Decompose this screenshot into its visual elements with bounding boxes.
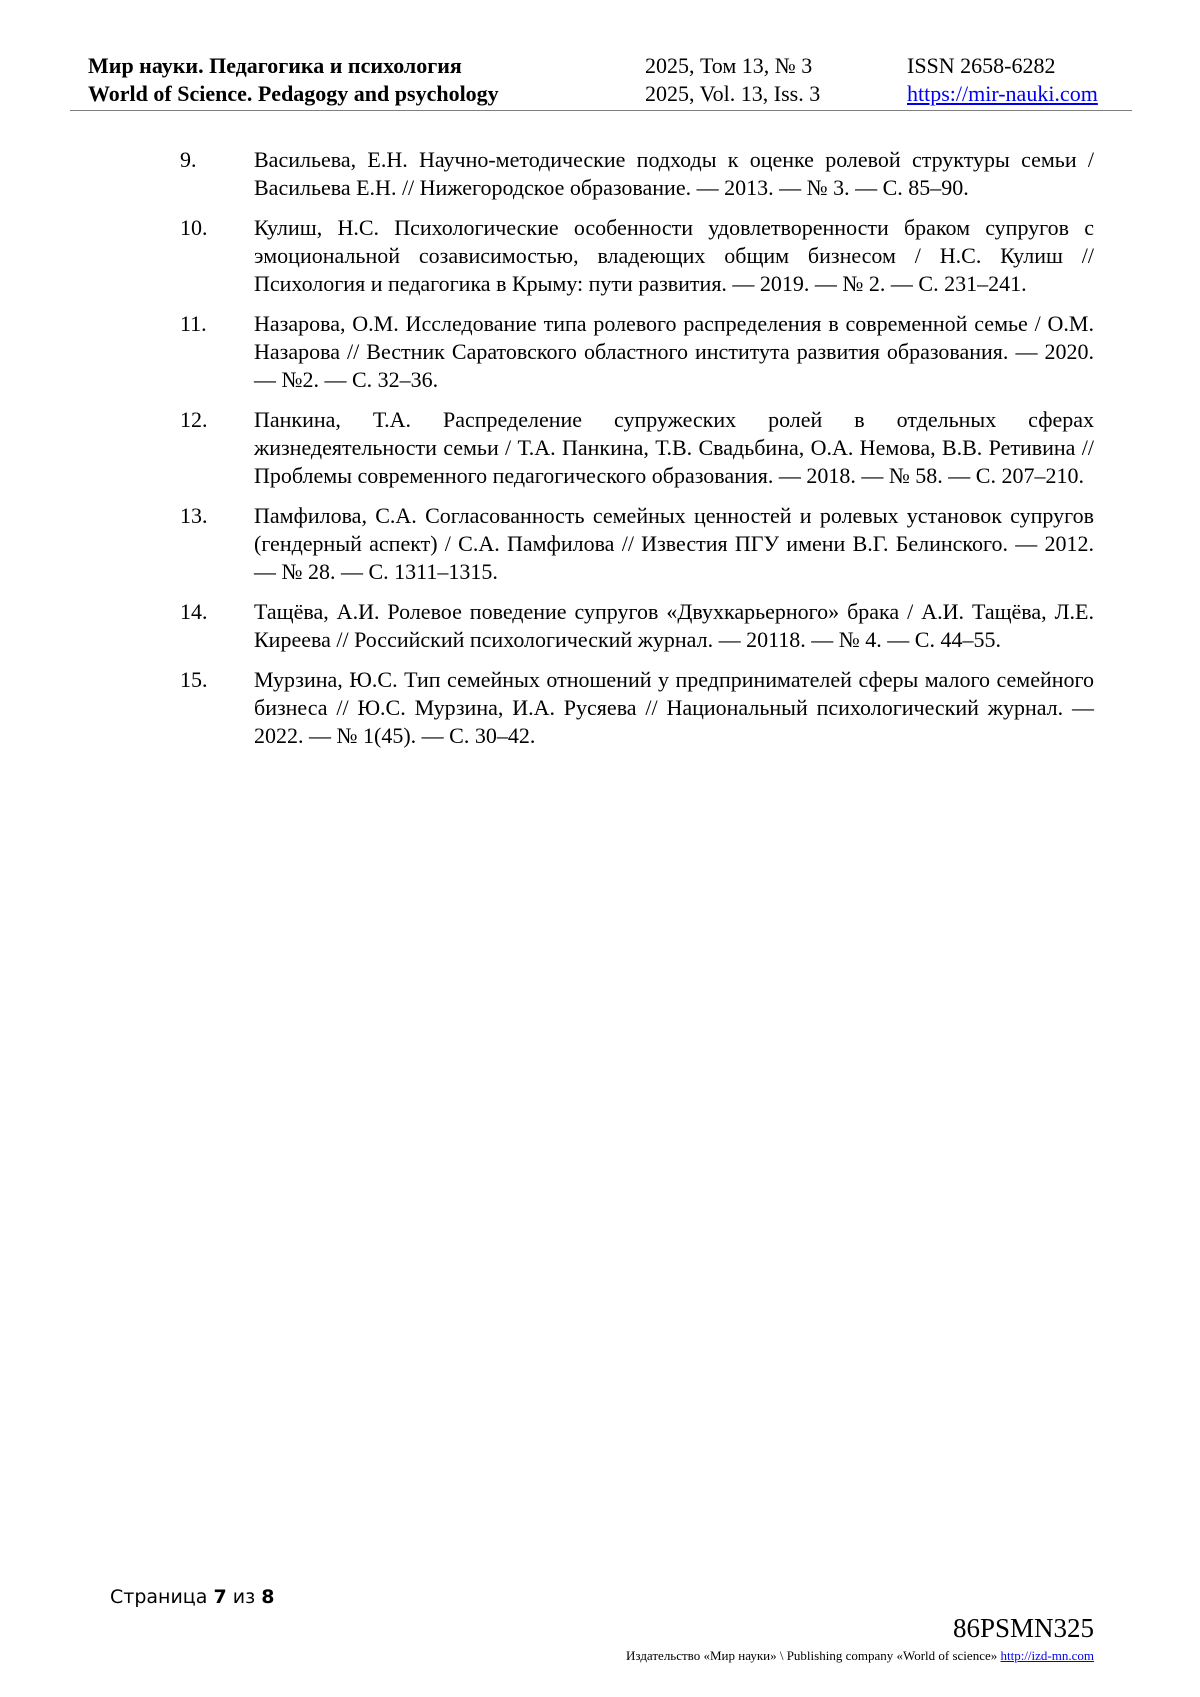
publisher-line — [626, 1648, 1094, 1664]
issue-info-ru: 2025, Том 13, № 3 — [645, 53, 813, 78]
reference-text: Мурзина, Ю.С. Тип семейных отношений у предпринимателей сферы малого семейного бизнеса // Ю.С. Мурзина, И.А. Русяева // Национальный психологический журнал. — 2022. — № 1(45). — С. 30–42. — [254, 667, 1094, 748]
reference-item — [180, 406, 1094, 490]
reference-number: 9. — [180, 147, 197, 172]
issn-block — [907, 52, 1098, 108]
issue-info-en: 2025, Vol. 13, Iss. 3 — [645, 81, 821, 106]
reference-text: Панкина, Т.А. Распределение супружеских ролей в отдельных сферах жизнедеятельности семьи / Т.А. Панкина, Т.В. Свадьбина, О.А. Немова, В.В. Ретивина // Проблемы современного педагогического образования. — 2018. — № 58. — С. 207–210. — [254, 407, 1094, 488]
reference-number: 12. — [180, 407, 208, 432]
journal-title-en: World of Science. Pedagogy and psychology — [88, 81, 499, 106]
reference-item — [180, 598, 1094, 654]
page-word: Страница — [110, 1586, 208, 1608]
reference-text: Тащёва, А.И. Ролевое поведение супругов «Двухкарьерного» брака / А.И. Тащёва, Л.Е. Киреева // Российский психологический журнал. — 20118. — № 4. — С. 44–55. — [254, 599, 1094, 652]
issn-number: ISSN 2658-6282 — [907, 53, 1056, 78]
reference-number: 10. — [180, 215, 208, 240]
publisher-link[interactable]: http://izd-mn.com — [1000, 1648, 1094, 1663]
reference-number: 13. — [180, 503, 208, 528]
page-counter — [110, 1585, 274, 1609]
reference-text: Кулиш, Н.С. Психологические особенности удовлетворенности браком супругов с эмоциональной созависимостью, владеющих общим бизнесом / Н.С. Кулиш // Психология и педагогика в Крыму: пути развития. — 2019. — № 2. — С. 231–241. — [254, 215, 1094, 296]
reference-text: Назарова, О.М. Исследование типа ролевого распределения в современной семье / О.М. Назарова // Вестник Саратовского областного института развития образования. — 2020. — №2. — С. 32–36. — [254, 311, 1094, 392]
reference-item — [180, 666, 1094, 750]
reference-number: 15. — [180, 667, 208, 692]
journal-title-ru: Мир науки. Педагогика и психология — [88, 53, 462, 78]
reference-item — [180, 214, 1094, 298]
page-of: из — [232, 1586, 256, 1608]
journal-header — [70, 52, 1132, 111]
reference-text: Васильева, Е.Н. Научно-методические подходы к оценке ролевой структуры семьи / Васильева Е.Н. // Нижегородское образование. — 2013. — № 3. — С. 85–90. — [254, 147, 1094, 200]
page-current: 7 — [213, 1586, 227, 1608]
issue-info-block — [645, 52, 820, 108]
reference-number: 14. — [180, 599, 208, 624]
article-code: 86PSMN325 — [952, 1613, 1094, 1643]
reference-list — [180, 146, 1094, 762]
reference-item — [180, 310, 1094, 394]
publisher-text: Издательство «Мир науки» \ Publishing company «World of science» — [626, 1648, 998, 1663]
journal-website-link[interactable]: https://mir-nauki.com — [907, 81, 1098, 106]
reference-number: 11. — [180, 311, 207, 336]
reference-text: Памфилова, С.А. Согласованность семейных ценностей и ролевых установок супругов (гендерный аспект) / С.А. Памфилова // Известия ПГУ имени В.Г. Белинского. — 2012. — № 28. — С. 1311–1315. — [254, 503, 1094, 584]
reference-item — [180, 502, 1094, 586]
reference-item — [180, 146, 1094, 202]
journal-title-block — [88, 52, 499, 108]
page-total: 8 — [261, 1586, 275, 1608]
